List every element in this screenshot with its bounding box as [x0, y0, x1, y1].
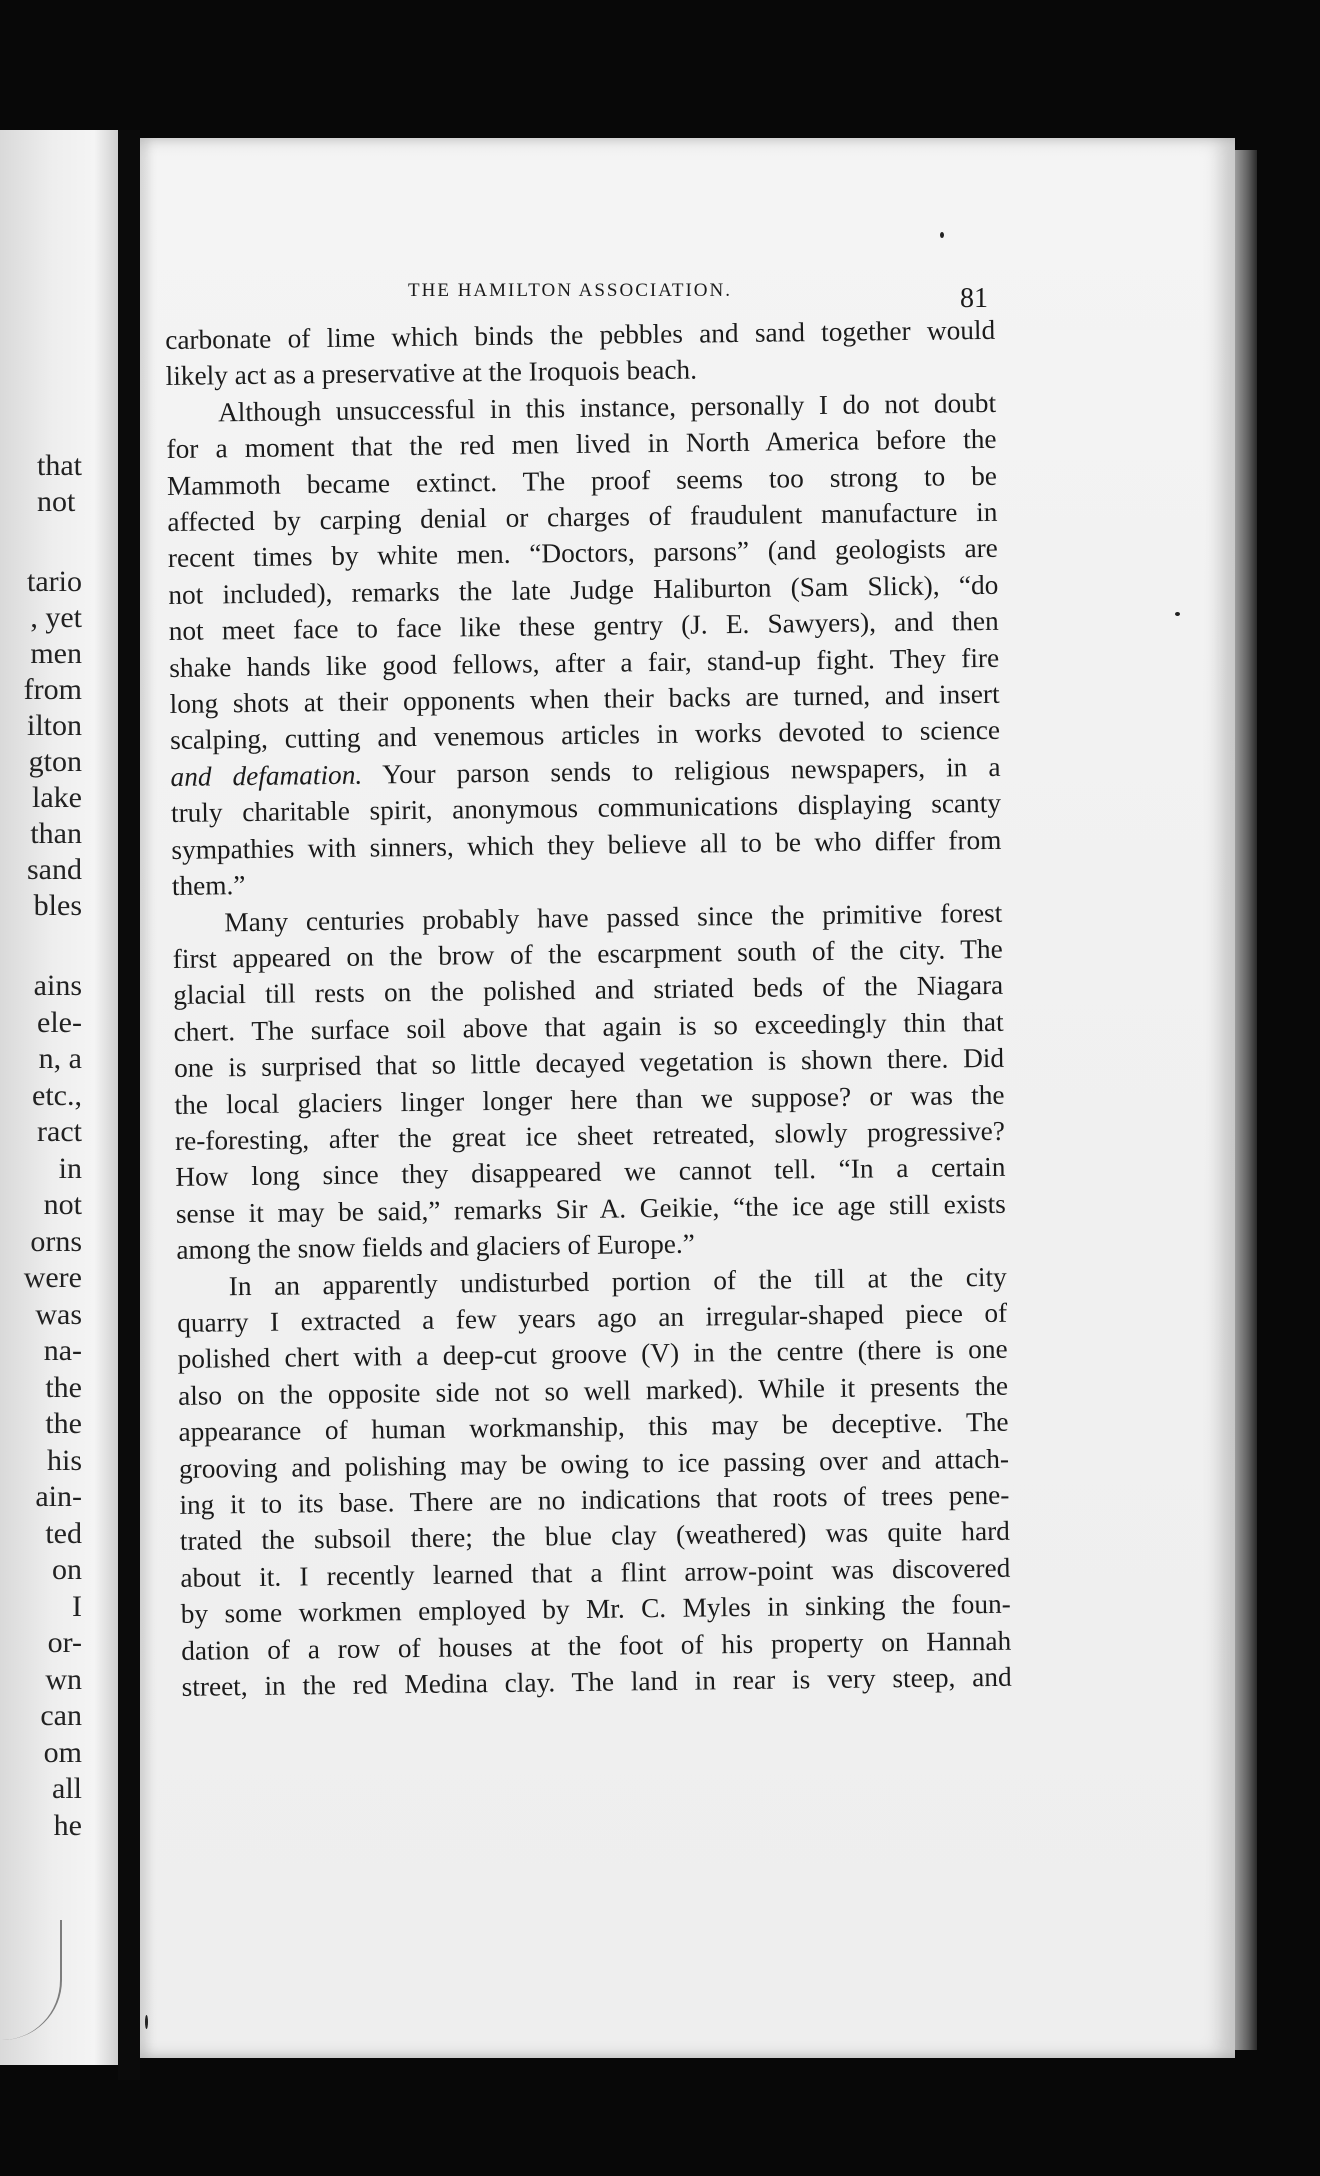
dust-speck: [940, 232, 944, 238]
text-line: shake hands like good fellows, after a fair, stand-up fight. They fire: [169, 642, 1000, 683]
facing-page-fragment: tario: [27, 565, 82, 598]
text-line: and defamation. Your parson sends to religious newspapers, in a: [170, 751, 1001, 792]
facing-page-fragment: can: [40, 1699, 82, 1732]
facing-page-fragments-mid: [24, 564, 82, 924]
facing-page-fragment: ain-: [35, 1480, 82, 1513]
facing-page-fragment: in: [58, 1151, 82, 1185]
facing-page-fragment: that: [37, 449, 82, 482]
facing-page-fragment: sand: [27, 853, 82, 886]
text-line: chert. The surface soil above that again is so exceedingly thin that: [173, 1006, 1004, 1047]
text-line: by some workmen employed by Mr. C. Myles in sinking the foun-: [180, 1588, 1011, 1630]
text-line: quarry I extracted a few years ago an irregular-shaped piece of: [177, 1297, 1008, 1338]
text-line: street, in the red Medina clay. The land in rear is very steep, and: [181, 1661, 1012, 1702]
facing-page-fragments-top: [37, 448, 82, 520]
text-line: recent times by white men. “Doctors, parsons” (and geologists are: [167, 533, 999, 574]
page-curl-mark: [0, 1920, 62, 2040]
facing-page-fragment: orns: [30, 1224, 82, 1258]
facing-page-fragment: not: [37, 485, 76, 518]
text-line: carbonate of lime which binds the pebbles and sand together would: [165, 314, 996, 355]
text-line: about it. I recently learned that a flint arrow-point was discovered: [180, 1552, 1011, 1593]
facing-page-fragment: ted: [45, 1516, 82, 1550]
text-line: Mammoth became extinct. The proof seems too strong to be: [166, 460, 998, 501]
text-line: long shots at their opponents when their backs are turned, and insert: [169, 678, 1000, 720]
text-line: trated the subsoil there; the blue clay (weathered) was quite hard: [179, 1516, 1011, 1557]
text-line: Many centuries probably have passed since the primitive forest: [224, 897, 1003, 937]
text-line: not included), remarks the late Judge Haliburton (Sam Slick), “do: [168, 569, 999, 610]
text-line: first appeared on the brow of the escarpment south of the city. The: [172, 933, 1003, 974]
facing-page-fragment: not: [43, 1188, 82, 1221]
text-line: re-foresting, after the great ice sheet retreated, slowly progressive?: [174, 1115, 1006, 1156]
text-line: scalping, cutting and venemous articles in works devoted to science: [169, 715, 1001, 756]
facing-page-fragment: ilton: [26, 709, 82, 742]
text-line: How long since they disappeared we cannot tell. “In a certain: [175, 1152, 1006, 1193]
facing-page-fragment: na-: [43, 1334, 82, 1367]
facing-page-fragment: , yet: [30, 601, 82, 634]
facing-page-fragments-low: [24, 968, 82, 1844]
text-line: grooving and polishing may be owing to ice passing over and attach-: [178, 1443, 1010, 1484]
facing-page-fragment: all: [52, 1772, 82, 1805]
facing-page-fragment: his: [46, 1443, 82, 1477]
text-line: also on the opposite side not so well marked). While it presents the: [177, 1370, 1009, 1411]
facing-page-fragment: wn: [45, 1662, 82, 1696]
text-line: glacial till rests on the polished and striated beds of the Niagara: [173, 970, 1004, 1011]
facing-page-fragment: or-: [47, 1626, 82, 1659]
dust-speck: [145, 2015, 148, 2029]
facing-page-fragment: he: [53, 1808, 82, 1842]
facing-page-fragment: from: [23, 673, 82, 706]
facing-page-fragment: ract: [37, 1115, 82, 1148]
text-line: affected by carping denial or charges of fraudulent manufacture in: [167, 496, 998, 538]
text-line: not meet face to face like these gentry (J. E. Sawyers), and then: [168, 606, 999, 647]
dust-speck: [1175, 612, 1180, 616]
facing-page-fragment: lake: [32, 781, 82, 814]
facing-page-fragment: men: [30, 637, 82, 670]
text-line: among the snow fields and glaciers of Europe.”: [176, 1228, 695, 1266]
facing-page-fragment: ains: [33, 969, 82, 1002]
text-line: sense it may be said,” remarks Sir A. Geikie, “the ice age still exists: [175, 1188, 1007, 1229]
running-head: THE HAMILTON ASSOCIATION.: [408, 280, 732, 301]
facing-page-fragment: om: [43, 1735, 82, 1769]
facing-page-fragment: I: [72, 1589, 82, 1623]
facing-page-fragment: the: [45, 1370, 82, 1404]
text-line: truly charitable spirit, anonymous communications displaying scanty: [170, 788, 1002, 829]
text-line: the local glaciers linger longer here than we suppose? or was the: [174, 1079, 1005, 1120]
text-line: ing it to its base. There are no indications that roots of trees pene-: [179, 1479, 1010, 1520]
text-line: likely act as a preservative at the Iroquois beach.: [165, 354, 698, 392]
facing-page-fragment: was: [35, 1297, 82, 1331]
book-gutter: [118, 130, 140, 2080]
text-line: appearance of human workmanship, this may be deceptive. The: [178, 1406, 1009, 1448]
page-edge-shadow: [1235, 150, 1257, 2050]
facing-page-fragment: etc.,: [32, 1078, 82, 1112]
facing-page-fragment: on: [52, 1553, 82, 1586]
facing-page-fragment: bles: [33, 889, 82, 922]
facing-page-fragment: gton: [28, 745, 82, 778]
facing-page-fragment: the: [45, 1407, 82, 1440]
text-line: In an apparently undisturbed portion of the till at the city: [228, 1261, 1007, 1301]
body-text: [165, 312, 1012, 1705]
page-number: 81: [960, 283, 988, 314]
text-line: dation of a row of houses at the foot of his property on Hannah: [181, 1625, 1012, 1666]
text-line: sympathies with sinners, which they believe all to be who differ from: [171, 824, 1002, 865]
facing-page-fragment: than: [30, 817, 82, 850]
facing-page-fragment: ele-: [37, 1005, 82, 1039]
facing-page-fragment: were: [23, 1261, 82, 1294]
text-line: Although unsuccessful in this instance, personally I do not doubt: [217, 387, 997, 428]
facing-page: [0, 130, 118, 2065]
text-line: for a moment that the red men lived in North America before the: [166, 424, 997, 465]
text-line: polished chert with a deep-cut groove (V) in the centre (there is one: [177, 1334, 1008, 1375]
facing-page-fragment: n, a: [38, 1042, 82, 1075]
text-line: them.”: [171, 870, 246, 902]
text-line: one is surprised that so little decayed vegetation is shown there. Did: [173, 1042, 1005, 1084]
